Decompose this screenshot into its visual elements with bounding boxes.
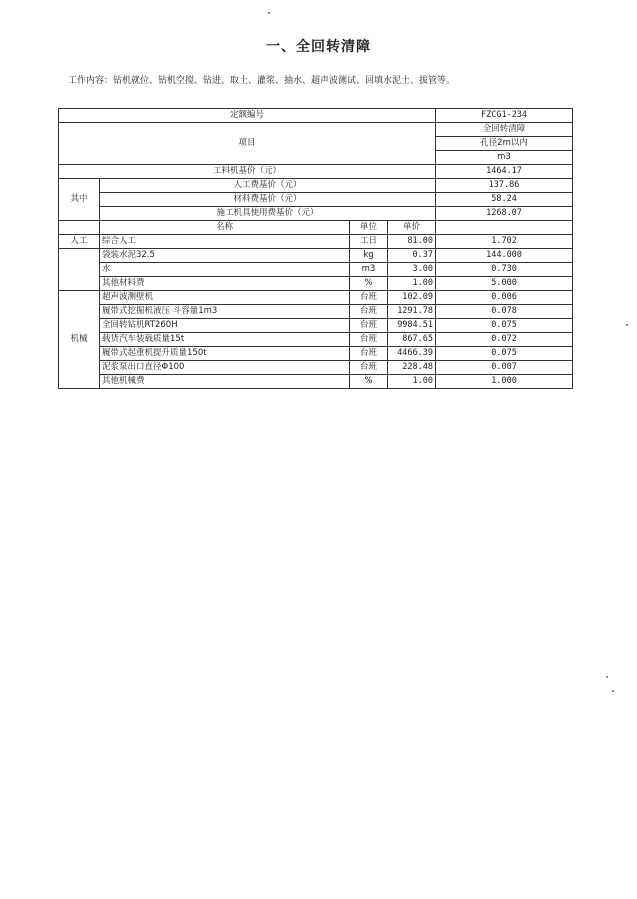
material-row xyxy=(59,263,573,277)
machine-unit: % xyxy=(350,375,388,389)
labor-unit: 工日 xyxy=(350,235,388,249)
machine-qty: 1.000 xyxy=(436,375,573,389)
item-label: 项目 xyxy=(59,123,436,165)
quota-no: FZCG1-234 xyxy=(436,109,573,123)
material-price: 1.00 xyxy=(388,277,436,291)
labor-row xyxy=(59,235,573,249)
machine-name: 履带式挖掘机液压 斗容量1m3 xyxy=(100,305,350,319)
material-price: 3.00 xyxy=(388,263,436,277)
machine-price: 867.65 xyxy=(388,333,436,347)
machine-unit: 台班 xyxy=(350,305,388,319)
machine-unit: 台班 xyxy=(350,333,388,347)
machine-name: 载货汽车装载质量15t xyxy=(100,333,350,347)
quota-header xyxy=(59,109,573,235)
item-spec: 孔径2m以内 xyxy=(436,137,573,151)
base-price-label: 工料机基价（元） xyxy=(59,165,436,179)
scan-speck xyxy=(626,324,628,326)
machine-group-label: 机械 xyxy=(59,291,100,389)
machine-price: 228.48 xyxy=(388,361,436,375)
material-unit: % xyxy=(350,277,388,291)
material-name: 其他材料费 xyxy=(100,277,350,291)
material-row xyxy=(59,249,573,263)
column-header-unit: 单位 xyxy=(350,221,388,235)
machine-qty: 0.072 xyxy=(436,333,573,347)
machine-name: 履带式起重机提升质量150t xyxy=(100,347,350,361)
machine-qty: 0.075 xyxy=(436,319,573,333)
material-group-label xyxy=(59,249,100,291)
machine-name: 超声波测壁机 xyxy=(100,291,350,305)
machine-price: 1291.78 xyxy=(388,305,436,319)
scan-speck xyxy=(606,676,608,678)
page-title: 一、全回转清障 xyxy=(266,39,371,55)
machine-group xyxy=(59,291,573,389)
machine-unit: 台班 xyxy=(350,291,388,305)
machine-row xyxy=(59,305,573,319)
machine-qty: 0.075 xyxy=(436,347,573,361)
material-qty: 0.730 xyxy=(436,263,573,277)
machine-price: 1268.07 xyxy=(436,207,573,221)
machine-row xyxy=(59,347,573,361)
material-unit: kg xyxy=(350,249,388,263)
material-name: 水 xyxy=(100,263,350,277)
material-price: 0.37 xyxy=(388,249,436,263)
machine-row xyxy=(59,333,573,347)
quota-no-label: 定额编号 xyxy=(59,109,436,123)
machine-name: 泥浆泵出口直径Φ100 xyxy=(100,361,350,375)
quota-table xyxy=(58,108,573,389)
machine-row xyxy=(59,319,573,333)
base-price: 1464.17 xyxy=(436,165,573,179)
material-group xyxy=(59,249,573,291)
work-content: 工作内容：钻机就位、钻机空搅、钻进、取土、灌浆、抽水、超声波测试、回填水泥土、拔管等。 xyxy=(68,76,456,86)
labor-name: 综合人工 xyxy=(100,235,350,249)
machine-name: 其他机械费 xyxy=(100,375,350,389)
labor-price: 137.86 xyxy=(436,179,573,193)
machine-unit: 台班 xyxy=(350,319,388,333)
machine-price: 1.00 xyxy=(388,375,436,389)
labor-label: 人工费基价（元） xyxy=(100,179,436,193)
machine-unit: 台班 xyxy=(350,347,388,361)
material-unit: m3 xyxy=(350,263,388,277)
labor-group-label: 人工 xyxy=(59,235,100,249)
column-header-qty xyxy=(436,221,573,235)
scan-speck xyxy=(612,690,614,692)
material-price: 58.24 xyxy=(436,193,573,207)
labor-qty: 1.702 xyxy=(436,235,573,249)
machine-unit: 台班 xyxy=(350,361,388,375)
machine-price: 102.09 xyxy=(388,291,436,305)
labor-group xyxy=(59,235,573,249)
column-header-blank xyxy=(59,221,100,235)
machine-row xyxy=(59,361,573,375)
item-name: 全回转清障 xyxy=(436,123,573,137)
scan-speck xyxy=(268,12,270,14)
column-header-name: 名称 xyxy=(100,221,350,235)
item-unit: m3 xyxy=(436,151,573,165)
material-label: 材料费基价（元） xyxy=(100,193,436,207)
material-row xyxy=(59,277,573,291)
material-qty: 5.000 xyxy=(436,277,573,291)
material-qty: 144.000 xyxy=(436,249,573,263)
machine-price: 9984.51 xyxy=(388,319,436,333)
machine-qty: 0.006 xyxy=(436,291,573,305)
machine-qty: 0.078 xyxy=(436,305,573,319)
machine-name: 全回转钻机RT260H xyxy=(100,319,350,333)
machine-label: 施工机具使用费基价（元） xyxy=(100,207,436,221)
machine-price: 4466.39 xyxy=(388,347,436,361)
labor-price: 81.00 xyxy=(388,235,436,249)
machine-qty: 0.007 xyxy=(436,361,573,375)
machine-row xyxy=(59,375,573,389)
machine-row xyxy=(59,291,573,305)
material-name: 袋装水泥32.5 xyxy=(100,249,350,263)
among-label: 其中 xyxy=(59,179,100,221)
column-header-price: 单价 xyxy=(388,221,436,235)
